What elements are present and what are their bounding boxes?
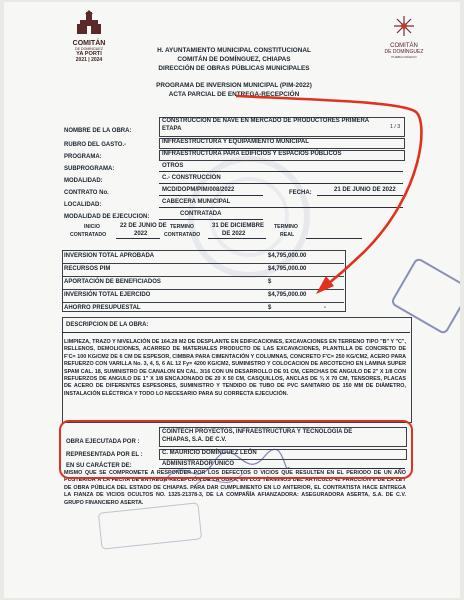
termino-value-2: DE 2022 bbox=[222, 231, 246, 237]
inicio-label-2: CONTRATADO bbox=[70, 232, 107, 238]
termino-value-1: 31 DE DICIEMBRE bbox=[212, 223, 265, 229]
finance-label: INVERSION TOTAL APROBADA bbox=[64, 253, 155, 259]
finance-label: APORTACIÓN DE BENEFICIADOS bbox=[64, 279, 161, 285]
left-logo-tagline: YA PORTI bbox=[76, 51, 102, 57]
rubro-value: INFRAESTRUCTURA Y EQUIPAMIENTO MUNICIPAL bbox=[162, 139, 309, 145]
description-text: LIMPIEZA, TRAZO Y NIVELACIÓN DE 164.28 M2 DE DESPLANTE EN EDIFICACIONES, EXCAVACIONES EN TERRENO TIPO "B" Y "C", RELLENOS, DEMOLICIONES, ACARREO DE MATERIALES PRODUCTO DE LAS EXCAVACIONES, PLANTILLA DE CONCRETO DE F'C= 100 KG/CM2 DE 6 CM DE ESPESOR, CIMBRA PARA CIMENTACIÓN Y COLUMNAS, CONCRETO F'C= 250 KG/CM2, ACERO PARA REFUERZO CON VARILLA No. 3, 4, 5, 6 AL 12 Fy= 4200 KG/CM2, SUMINISTRO Y COLOCACION DE ARCOTECHO EN LAMINA SUPER SPAM CAL. 18, SUMINISTRO DE CANALON EN CAL. 3/16 CON UN DESARROLLO DE 91 CM, CERCHAS DE ANGULO DE 2" X 1/8 CON REFUERZOS DE ANGULO DE 1" X 1/8 ENCAJONADO DE 20 X 50 CM, CASQUILLOS, ANCLAS DE ¾ X 70 CM, TENSORES, PLACAS DE ACERO DE DIFERENTES ESPESORES, SUMINISTRO Y TENDIDO DE TUBO DE PVC SANITARIO DE 150 MM DE DIÁMETRO, INSTALACIÓN ELÉCTRICA Y TODO LO NECESARIO PARA SU CORRECTA EJECUCIÓN. bbox=[64, 339, 406, 397]
modalidad-ejecucion-label: MODALIDAD DE EJECUCION: bbox=[64, 214, 150, 220]
document-page bbox=[4, 2, 460, 598]
finance-dash: - bbox=[324, 305, 326, 311]
right-logo-title: COMITÁN bbox=[390, 43, 418, 49]
description-label: DESCRIPCION DE LA OBRA: bbox=[66, 322, 149, 328]
right-logo-subtitle: DE DOMÍNGUEZ bbox=[384, 49, 424, 55]
localidad-value: CABECERA MUNICIPAL bbox=[162, 199, 231, 205]
termino-real-label-2: REAL bbox=[280, 232, 295, 238]
finance-value: $4,795,000.00 bbox=[268, 253, 307, 259]
programa-value: INFRAESTRUCTURA PARA EDIFICIOS Y ESPACIOS PÚBLICOS bbox=[162, 151, 342, 157]
rubro-label: RUBRO DEL GASTO.- bbox=[64, 142, 127, 148]
finance-value: $4,795,000.00 bbox=[268, 292, 307, 298]
inicio-value-1: 22 DE JUNIO DE bbox=[120, 223, 167, 229]
footer-text: MISMO QUE SE COMPROMETE A RESPONDER POR LOS DEFECTOS O VICIOS QUE RESULTEN EN EL PERIODO DE UN AÑO POSTERIOR A LA FECHA DE ENTREGA-RECEPCIÓN DE LA OBRA, EN LOS TÉRMINOS DEL ARTICULO 42 FRACCIÓN II DE LA LEY DE OBRA PÚBLICA DEL ESTADO DE CHIAPAS. PARA DAR CUMPLIMIENTO EN LO ANTERIOR, EL CONTRATISTA HACE ENTREGA LA FIANZA DE VICIOS OCULTOS NO. 1325-21378-3, DE LA COMPAÑÍA AFIANZADORA: ASEGURADORA ASERTA, S.A. DE C.V. GRUPO FINANCIERO ASERTA. bbox=[64, 470, 406, 506]
fecha-value: 21 DE JUNIO DE 2022 bbox=[334, 187, 396, 193]
obra-ejecutada-value-1: COINTECH PROYECTOS, INFRAESTRUCTURA Y TECNOLOGÍA DE bbox=[162, 429, 353, 435]
termino-label-2: CONTRATADO bbox=[164, 232, 201, 238]
contrato-value: MCD/DOPM/PIM/008/2022 bbox=[162, 187, 235, 193]
finance-value: $ bbox=[268, 305, 272, 311]
finance-label: AHORRO PRESUPUESTAL bbox=[64, 305, 141, 311]
header-line-4: PROGRAMA DE INVERSION MUNICIPAL (PIM-2022) bbox=[156, 82, 312, 89]
termino-label-1: TERMINO bbox=[170, 224, 194, 230]
obra-ejecutada-value-2: CHIAPAS, S.A. DE C.V. bbox=[162, 437, 227, 443]
nombre-obra-value-1: CONSTRUCCION DE NAVE EN MERCADO DE PRODUCTORES PRIMERA bbox=[162, 118, 370, 124]
representada-value: C. MAURICIO DOMÍNGUEZ LEÓN bbox=[162, 450, 257, 456]
subprograma-value: OTROS bbox=[162, 163, 184, 169]
nombre-obra-label: NOMBRE DE LA OBRA: bbox=[64, 128, 132, 134]
finance-label: RECURSOS PIM bbox=[64, 266, 111, 272]
subprograma-label: SUBPROGRAMA: bbox=[64, 166, 115, 172]
finance-value: $ bbox=[268, 279, 272, 285]
modalidad-value: C.- CONSTRUCCION bbox=[162, 175, 221, 181]
header-line-3: DIRECCIÓN DE OBRAS PÚBLICAS MUNICIPALES bbox=[158, 65, 310, 72]
representada-label: REPRESENTADA POR EL : bbox=[66, 452, 143, 458]
left-logo-subtitle: DE DOMÍNGUEZ bbox=[75, 47, 103, 51]
inicio-label-1: INICIO bbox=[84, 224, 100, 230]
page-number: 1 / 3 bbox=[390, 124, 401, 130]
caracter-value: ADMINISTRADOR UNICO bbox=[162, 461, 234, 467]
caracter-label: EN SU CARÁCTER DE: bbox=[66, 463, 132, 469]
contrato-label: CONTRATO No. bbox=[64, 190, 109, 196]
localidad-label: LOCALIDAD: bbox=[64, 202, 102, 208]
obra-ejecutada-label: OBRA EJECUTADA POR : bbox=[66, 439, 140, 445]
finance-value: $4,795,000.00 bbox=[268, 266, 307, 272]
red-annotation-arrow-icon bbox=[4, 2, 460, 598]
left-logo-years: 2021 | 2024 bbox=[75, 57, 103, 63]
modalidad-label: MODALIDAD: bbox=[64, 178, 103, 184]
fecha-label: FECHA: bbox=[289, 190, 312, 196]
finance-label: INVERSIÓN TOTAL EJERCIDO bbox=[64, 292, 151, 298]
modalidad-ejecucion-value: CONTRATADA bbox=[180, 211, 222, 217]
header-line-1: H. AYUNTAMIENTO MUNICIPAL CONSTITUCIONAL bbox=[157, 47, 311, 54]
inicio-value-2: 2022 bbox=[134, 231, 148, 237]
header-line-2: COMITÁN DE DOMÍNGUEZ, CHIAPAS bbox=[177, 56, 291, 63]
nombre-obra-value-2: ETAPA bbox=[162, 126, 182, 132]
programa-label: PROGRAMA: bbox=[64, 154, 102, 160]
right-logo-tagline: PUEBLO MÁGICO bbox=[391, 55, 417, 59]
termino-real-label-1: TERMINO bbox=[274, 224, 298, 230]
left-logo-title: COMITÁN bbox=[72, 40, 106, 47]
red-highlight-box bbox=[59, 420, 413, 479]
header-line-5: ACTA PARCIAL DE ENTREGA-RECEPCIÓN bbox=[168, 91, 300, 98]
